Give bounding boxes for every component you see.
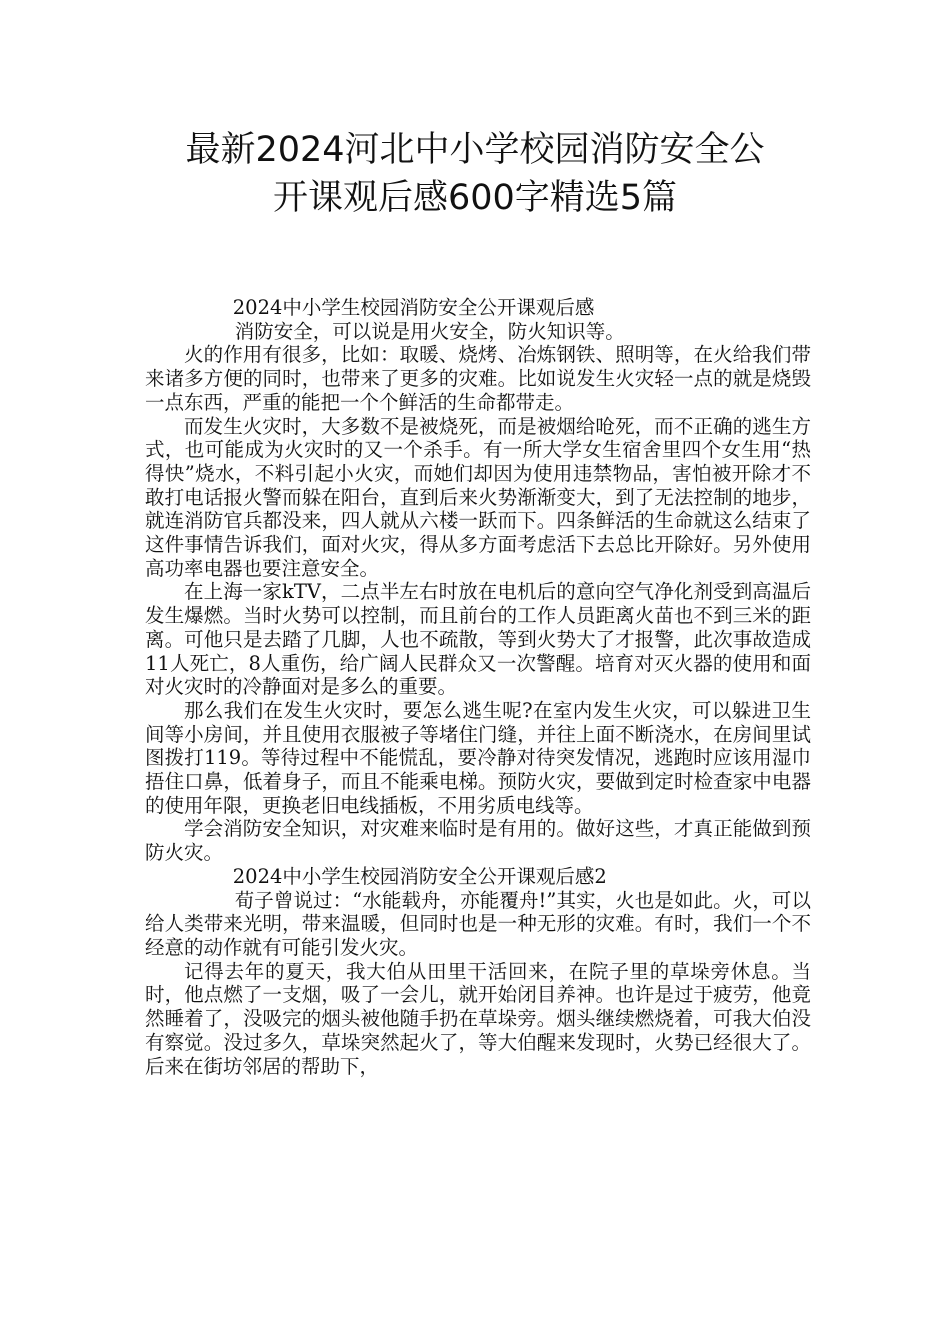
section-2-paragraph: 记得去年的夏天，我大伯从田里干活回来，在院子里的草垛旁休息。当时，他点燃了一支烟，吸了一会儿，就开始闭目养神。也许是过于疲劳，他竟然睡着了，没吸完的烟头被他随手扔在草垛旁。烟头继续燃烧着，可我大伯没有察觉。没过多久，草垛突然起火了，等大伯醒来发现时，火势已经很大了。后来在街坊邻居的帮助下， [145,959,811,1078]
document-body [145,296,811,1078]
section-2-lead: 荀子曾说过：“水能载舟，亦能覆舟!”其实，火也是如此。火，可以给人类带来光明，带来温暖，但同时也是一种无形的灾难。有时，我们一个不经意的动作就有可能引发火灾。 [145,888,811,959]
section-2-heading: 2024中小学生校园消防安全公开课观后感2 [232,864,607,888]
section-1-paragraph: 而发生火灾时，大多数不是被烧死，而是被烟给呛死，而不正确的逃生方式，也可能成为火灾时的又一个杀手。有一所大学女生宿舍里四个女生用“热得快”烧水，不料引起小火灾，而她们却因为使用违禁物品，害怕被开除才不敢打电话报火警而躲在阳台，直到后来火势渐渐变大，到了无法控制的地步，就连消防官兵都没来，四人就从六楼一跃而下。四条鲜活的生命就这么结束了这件事情告诉我们，面对火灾，得从多方面考虑活下去总比开除好。另外使用高功率电器也要注意安全。 [145,414,811,580]
section-1-paragraph: 那么我们在发生火灾时，要怎么逃生呢?在室内发生火灾，可以躲进卫生间等小房间，并且使用衣服被子等堵住门缝，并往上面不断浇水，在房间里试图拨打119。等待过程中不能慌乱，要冷静对待突发情况，逃跑时应该用湿巾捂住口鼻，低着身子，而且不能乘电梯。预防火灾，要做到定时检查家中电器的使用年限，更换老旧电线插板，不用劣质电线等。 [145,698,811,817]
title-line-1: 最新2024河北中小学校园消防安全公 [185,130,765,170]
title-line-2: 开课观后感600字精选5篇 [272,178,678,218]
document-title [110,126,840,222]
section-1-paragraph: 学会消防安全知识，对灾难来临时是有用的。做好这些，才真正能做到预防火灾。 [145,817,811,865]
section-1-heading: 2024中小学生校园消防安全公开课观后感 [232,296,595,319]
section-1-paragraph: 在上海一家kTV，二点半左右时放在电机后的意向空气净化剂受到高温后发生爆燃。当时火势可以控制，而且前台的工作人员距离火苗也不到三米的距离。可他只是去踏了几脚，人也不疏散，等到火势大了才报警，此次事故造成11人死亡，8人重伤，给广阔人民群众又一次警醒。培育对灭火器的使用和面对火灾时的冷静面对是多么的重要。 [145,580,811,699]
section-1-paragraph: 火的作用有很多，比如：取暖、烧烤、冶炼钢铁、照明等，在火给我们带来诸多方便的同时，也带来了更多的灾难。比如说发生火灾轻一点的就是烧毁一点东西，严重的能把一个个鲜活的生命都带走。 [145,343,811,414]
section-1-lead: 消防安全，可以说是用火安全，防火知识等。 [234,319,625,343]
